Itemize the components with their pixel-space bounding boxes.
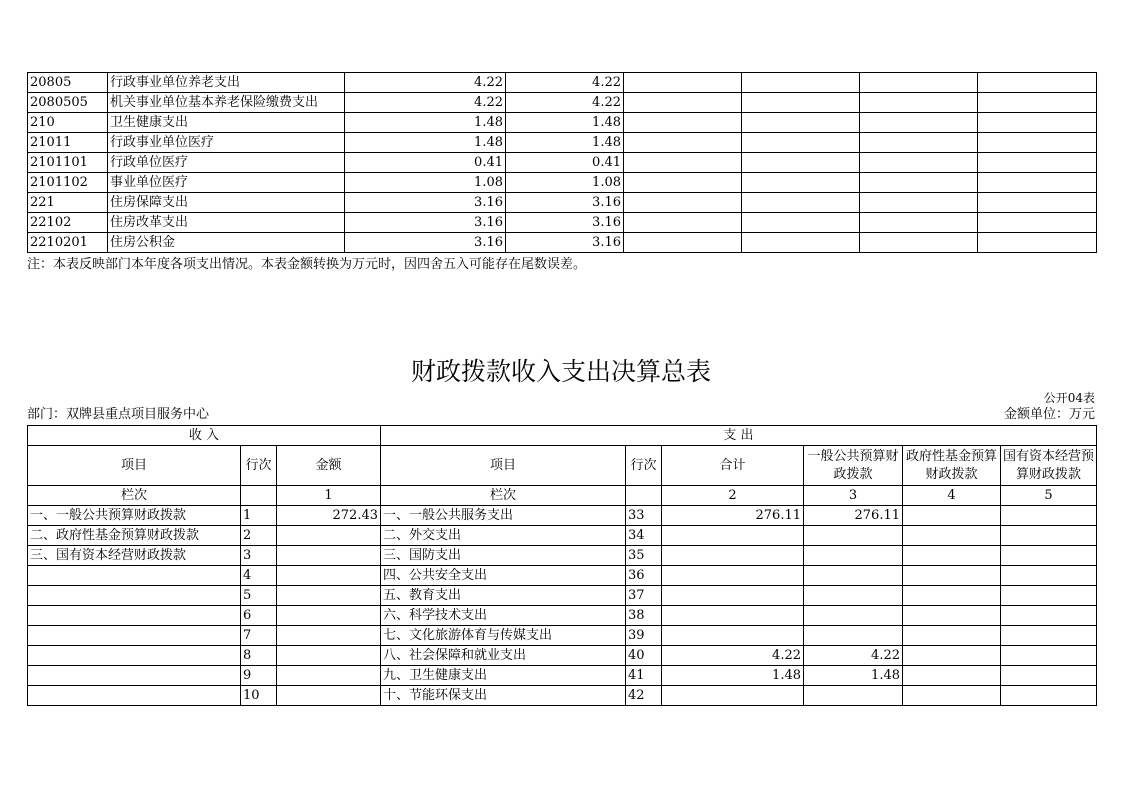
row-code: 221 [28,193,108,213]
expense-general-budget [804,626,903,646]
income-row-no: 9 [241,666,277,686]
expense-item: 四、公共安全支出 [381,566,626,586]
expense-fund-budget [903,606,1001,626]
expense-fund-budget [903,646,1001,666]
expense-state-capital [1001,526,1097,546]
table-row [28,153,1097,173]
row-total: 0.41 [345,153,506,173]
fiscal-summary-body [28,426,1097,706]
income-item: 三、国有资本经营财政拨款 [28,546,241,566]
row-basic: 1.48 [506,113,624,133]
col-fund-budget: 政府性基金预算财政拨款 [903,446,1001,486]
expense-total: 276.11 [662,506,804,526]
expense-total [662,546,804,566]
income-amount [277,546,381,566]
expense-detail-table [27,72,1097,253]
expense-general-budget [804,586,903,606]
row-code: 2210201 [28,233,108,253]
report-title: 财政拨款收入支出决算总表 [410,357,711,386]
income-item [28,666,241,686]
expense-item: 二、外交支出 [381,526,626,546]
empty-cell [742,233,860,253]
empty-cell [742,113,860,133]
expense-general-budget [804,606,903,626]
expense-total [662,626,804,646]
col-income-item: 项目 [28,446,241,486]
expense-state-capital [1001,626,1097,646]
income-item [28,626,241,646]
income-amount [277,566,381,586]
income-item: 二、政府性基金预算财政拨款 [28,526,241,546]
expense-state-capital [1001,586,1097,606]
table-row [28,506,1097,526]
income-item [28,646,241,666]
empty-cell [860,73,978,93]
empty-cell [624,233,742,253]
table-row [28,93,1097,113]
empty-cell [978,153,1097,173]
expense-state-capital [1001,506,1097,526]
col-index-5: 5 [1001,486,1097,506]
row-code: 2080505 [28,93,108,113]
expense-item: 九、卫生健康支出 [381,666,626,686]
income-amount [277,606,381,626]
row-total: 1.08 [345,173,506,193]
income-amount [277,526,381,546]
empty-cell [860,133,978,153]
income-row-no: 4 [241,566,277,586]
row-basic: 3.16 [506,233,624,253]
col-state-capital: 国有资本经营预算财政拨款 [1001,446,1097,486]
empty-cell [624,93,742,113]
table-row [28,113,1097,133]
expense-fund-budget [903,686,1001,706]
income-row-no: 6 [241,606,277,626]
row-code: 2101102 [28,173,108,193]
col-income-amount: 金额 [277,446,381,486]
income-row-no: 2 [241,526,277,546]
table-row [28,546,1097,566]
expense-item: 十、节能环保支出 [381,686,626,706]
expense-general-budget [804,566,903,586]
empty-cell [624,73,742,93]
table-row [28,133,1097,153]
empty-cell [860,233,978,253]
row-total: 1.48 [345,113,506,133]
income-item [28,586,241,606]
empty-cell [978,113,1097,133]
table-row [28,566,1097,586]
col-expense-item: 项目 [381,446,626,486]
income-row-no: 3 [241,546,277,566]
expense-item: 三、国防支出 [381,546,626,566]
row-code: 21011 [28,133,108,153]
empty-cell [624,133,742,153]
table-row [28,626,1097,646]
expense-item: 八、社会保障和就业支出 [381,646,626,666]
row-name: 住房改革支出 [108,213,345,233]
expense-item: 五、教育支出 [381,586,626,606]
empty-cell [742,93,860,113]
empty-cell [978,213,1097,233]
expense-state-capital [1001,546,1097,566]
expense-general-budget: 1.48 [804,666,903,686]
empty-cell [624,213,742,233]
expense-fund-budget [903,546,1001,566]
expense-fund-budget [903,566,1001,586]
col-general-budget: 一般公共预算财政拨款 [804,446,903,486]
expense-total [662,586,804,606]
amount-unit-label: 金额单位：万元 [1003,407,1095,422]
empty-cell [978,233,1097,253]
income-row-no: 5 [241,586,277,606]
expense-state-capital [1001,666,1097,686]
row-name: 卫生健康支出 [108,113,345,133]
expense-general-budget: 276.11 [804,506,903,526]
row-name: 住房公积金 [108,233,345,253]
expense-total: 1.48 [662,666,804,686]
table-row [28,606,1097,626]
row-code: 2101101 [28,153,108,173]
col-index-label-2: 栏次 [381,486,626,506]
income-header: 收 入 [28,426,381,446]
expense-detail-body [28,73,1097,253]
income-amount [277,646,381,666]
income-row-no: 8 [241,646,277,666]
expense-row-no: 34 [626,526,662,546]
income-amount [277,666,381,686]
income-row-no: 10 [241,686,277,706]
department-label: 部门：双牌县重点项目服务中心 [27,407,210,422]
table-note: 注：本表反映部门本年度各项支出情况。本表金额转换为万元时，因四舍五入可能存在尾数误差。 [27,257,587,272]
row-name: 机关事业单位基本养老保险缴费支出 [108,93,345,113]
empty-cell [860,213,978,233]
income-amount: 272.43 [277,506,381,526]
empty-cell [624,113,742,133]
income-item [28,686,241,706]
expense-header: 支 出 [381,426,1097,446]
expense-total [662,686,804,706]
row-basic: 1.48 [506,133,624,153]
row-name: 行政事业单位医疗 [108,133,345,153]
income-item [28,606,241,626]
expense-row-no: 33 [626,506,662,526]
table-row [28,526,1097,546]
table-row [28,193,1097,213]
row-name: 事业单位医疗 [108,173,345,193]
column-header-row [28,446,1097,486]
row-total: 4.22 [345,93,506,113]
expense-fund-budget [903,586,1001,606]
empty-cell [978,173,1097,193]
empty-cell [742,173,860,193]
col-index-2: 2 [662,486,804,506]
empty-cell [742,153,860,173]
expense-fund-budget [903,506,1001,526]
col-index-label: 栏次 [28,486,241,506]
col-expense-row-no: 行次 [626,446,662,486]
col-index-empty [241,486,277,506]
expense-item: 一、一般公共服务支出 [381,506,626,526]
income-item [28,566,241,586]
table-row [28,233,1097,253]
expense-general-budget [804,546,903,566]
col-index-empty-2 [626,486,662,506]
expense-row-no: 41 [626,666,662,686]
empty-cell [860,193,978,213]
row-basic: 4.22 [506,73,624,93]
table-row [28,73,1097,93]
section-header-row [28,426,1097,446]
expense-row-no: 36 [626,566,662,586]
expense-total [662,566,804,586]
expense-general-budget [804,526,903,546]
expense-total [662,526,804,546]
income-row-no: 7 [241,626,277,646]
row-basic: 0.41 [506,153,624,173]
expense-row-no: 39 [626,626,662,646]
empty-cell [624,153,742,173]
row-basic: 1.08 [506,173,624,193]
expense-row-no: 38 [626,606,662,626]
empty-cell [742,73,860,93]
empty-cell [624,173,742,193]
col-index-4: 4 [903,486,1001,506]
income-amount [277,686,381,706]
empty-cell [978,193,1097,213]
table-row [28,173,1097,193]
expense-item: 六、科学技术支出 [381,606,626,626]
col-index-1: 1 [277,486,381,506]
row-code: 20805 [28,73,108,93]
empty-cell [978,73,1097,93]
expense-state-capital [1001,566,1097,586]
empty-cell [860,153,978,173]
table-row [28,586,1097,606]
row-basic: 3.16 [506,213,624,233]
table-row [28,686,1097,706]
expense-general-budget [804,686,903,706]
expense-row-no: 40 [626,646,662,666]
col-income-row-no: 行次 [241,446,277,486]
row-name: 行政单位医疗 [108,153,345,173]
col-total: 合计 [662,446,804,486]
income-row-no: 1 [241,506,277,526]
form-code: 公开04表 [1043,391,1095,405]
empty-cell [742,133,860,153]
income-item: 一、一般公共预算财政拨款 [28,506,241,526]
row-total: 1.48 [345,133,506,153]
empty-cell [978,93,1097,113]
expense-state-capital [1001,606,1097,626]
expense-fund-budget [903,666,1001,686]
expense-item: 七、文化旅游体育与传媒支出 [381,626,626,646]
empty-cell [742,213,860,233]
row-total: 3.16 [345,213,506,233]
table-row [28,213,1097,233]
expense-fund-budget [903,626,1001,646]
expense-total [662,606,804,626]
row-total: 3.16 [345,193,506,213]
expense-general-budget: 4.22 [804,646,903,666]
row-code: 210 [28,113,108,133]
expense-total: 4.22 [662,646,804,666]
fiscal-summary-table [27,425,1097,706]
income-amount [277,626,381,646]
expense-row-no: 42 [626,686,662,706]
empty-cell [860,173,978,193]
row-total: 4.22 [345,73,506,93]
col-index-3: 3 [804,486,903,506]
empty-cell [624,193,742,213]
row-basic: 3.16 [506,193,624,213]
column-index-row [28,486,1097,506]
income-amount [277,586,381,606]
empty-cell [860,93,978,113]
row-total: 3.16 [345,233,506,253]
empty-cell [978,133,1097,153]
row-name: 行政事业单位养老支出 [108,73,345,93]
empty-cell [860,113,978,133]
empty-cell [742,193,860,213]
expense-row-no: 37 [626,586,662,606]
expense-state-capital [1001,646,1097,666]
row-code: 22102 [28,213,108,233]
expense-fund-budget [903,526,1001,546]
expense-state-capital [1001,686,1097,706]
row-name: 住房保障支出 [108,193,345,213]
row-basic: 4.22 [506,93,624,113]
expense-row-no: 35 [626,546,662,566]
table-row [28,666,1097,686]
table-row [28,646,1097,666]
